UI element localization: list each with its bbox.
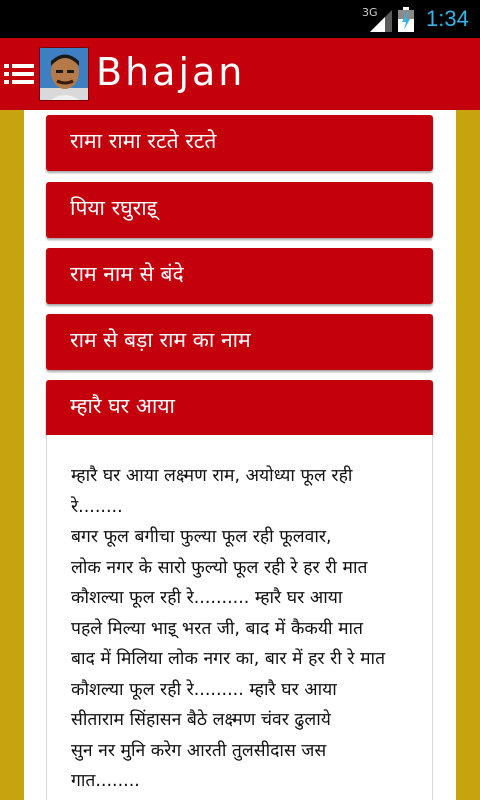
singer-avatar[interactable] [39,47,89,101]
battery-charging-icon [398,7,414,32]
status-bar [0,0,480,38]
lyric-line: कौशल्या फूल रही रे......... म्हारै घर आया [71,679,337,700]
lyric-line: सुन नर मुनि करेग आरती तुलसीदास जस [71,740,327,761]
lyric-line: बाद में मिलिया लोक नगर का, बार में हर री रे मात [71,649,386,669]
app-title: Bhajan [96,50,246,94]
lyric-line: सीताराम सिंहासन बैठे लक्ष्मण चंवर ढुलाये [71,710,331,730]
lyric-line: कौशल्या फूल रही रे.......... म्हारै घर आया [71,588,343,608]
lyrics-panel [46,435,433,800]
lyric-line: बगर फूल बगीचा फुल्या फूल रही फूलवार, [71,527,332,547]
song-item[interactable]: रामा रामा रटते रटते [46,115,433,171]
signal-icon [370,10,392,32]
clock: 1:34 [426,6,469,31]
song-item-expanded[interactable]: म्हारै घर आया [46,380,433,436]
app-bar [0,38,480,110]
network-type: 3G [362,6,378,19]
lyric-line: म्हारै घर आया लक्ष्मण राम, अयोध्या फूल रही [71,466,353,486]
bhajan-list [24,110,456,800]
avatar-portrait-icon [40,48,89,101]
song-item[interactable]: राम से बड़ा राम का नाम [46,314,433,370]
lyric-line: गात........ [71,771,140,791]
song-item[interactable]: पिया रघुराइ् [46,182,433,238]
lyric-line: लोक नगर के सारो फुल्यो फूल रही रे हर री मात [71,557,368,578]
song-item[interactable]: राम नाम से बंदे [46,248,433,304]
hamburger-menu-icon[interactable] [4,62,34,86]
lyric-line: रे........ [71,496,123,517]
lyric-line: पहले मिल्या भाइ् भरत जी, बाद में कैकयी मात [71,618,364,639]
